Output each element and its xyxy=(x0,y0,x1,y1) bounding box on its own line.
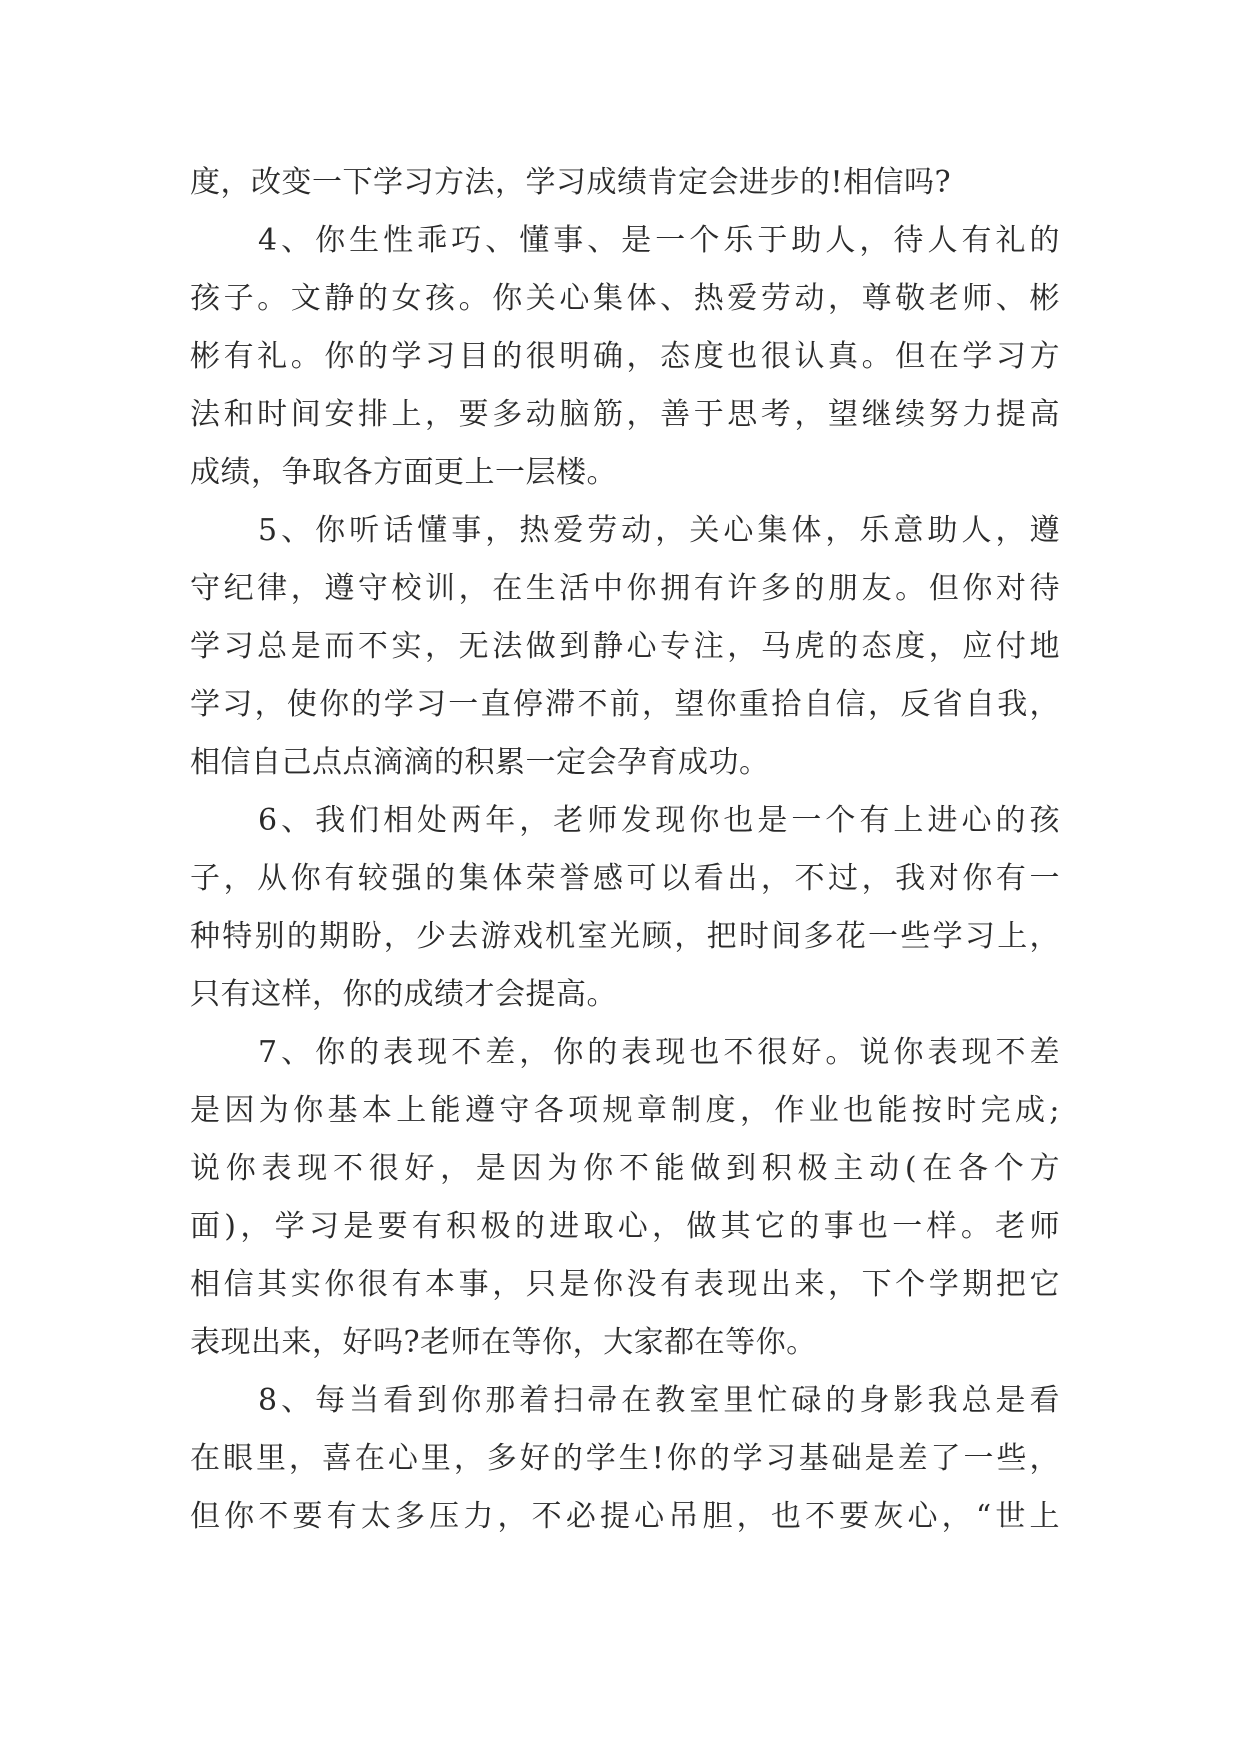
text-line: 孩子。文静的女孩。你关心集体、热爱劳动，尊敬老师、彬 xyxy=(190,281,1060,316)
text-line: 相信自己点点滴滴的积累一定会孕育成功。 xyxy=(190,745,770,780)
text-line: 彬有礼。你的学习目的很明确，态度也很认真。但在学习方 xyxy=(190,339,1060,374)
text-line: 表现出来，好吗?老师在等你，大家都在等你。 xyxy=(190,1325,817,1360)
paragraph-start-line: 5、你听话懂事，热爱劳动，关心集体，乐意助人，遵 xyxy=(258,513,1060,548)
text-line: 守纪律，遵守校训，在生活中你拥有许多的朋友。但你对待 xyxy=(190,571,1060,606)
text-line: 度，改变一下学习方法，学习成绩肯定会进步的!相信吗? xyxy=(190,165,952,200)
paragraph-start-line: 8、每当看到你那着扫帚在教室里忙碌的身影我总是看 xyxy=(258,1383,1060,1418)
text-line: 法和时间安排上，要多动脑筋，善于思考，望继续努力提高 xyxy=(190,397,1060,432)
text-line: 种特别的期盼，少去游戏机室光顾，把时间多花一些学习上， xyxy=(190,919,1060,954)
text-line: 但你不要有太多压力，不必提心吊胆，也不要灰心，“世上 xyxy=(190,1499,1060,1534)
document-body xyxy=(190,154,1060,1546)
text-line: 子，从你有较强的集体荣誉感可以看出，不过，我对你有一 xyxy=(190,861,1060,896)
paragraph-start-line: 7、你的表现不差，你的表现也不很好。说你表现不差 xyxy=(258,1035,1060,1070)
text-line: 学习总是而不实，无法做到静心专注，马虎的态度，应付地 xyxy=(190,629,1060,664)
paragraph-start-line: 4、你生性乖巧、懂事、是一个乐于助人，待人有礼的 xyxy=(258,223,1060,258)
text-line: 相信其实你很有本事，只是你没有表现出来，下个学期把它 xyxy=(190,1267,1060,1302)
text-line: 面)，学习是要有积极的进取心，做其它的事也一样。老师 xyxy=(190,1209,1060,1244)
text-line: 说你表现不很好，是因为你不能做到积极主动(在各个方 xyxy=(190,1151,1060,1186)
paragraph-start-line: 6、我们相处两年，老师发现你也是一个有上进心的孩 xyxy=(258,803,1060,838)
text-line: 只有这样，你的成绩才会提高。 xyxy=(190,977,617,1012)
text-line: 成绩，争取各方面更上一层楼。 xyxy=(190,455,617,490)
text-line: 学习，使你的学习一直停滞不前，望你重拾自信，反省自我， xyxy=(190,687,1060,722)
text-line: 是因为你基本上能遵守各项规章制度，作业也能按时完成; xyxy=(190,1093,1060,1128)
text-line: 在眼里，喜在心里，多好的学生!你的学习基础是差了一些， xyxy=(190,1441,1060,1476)
